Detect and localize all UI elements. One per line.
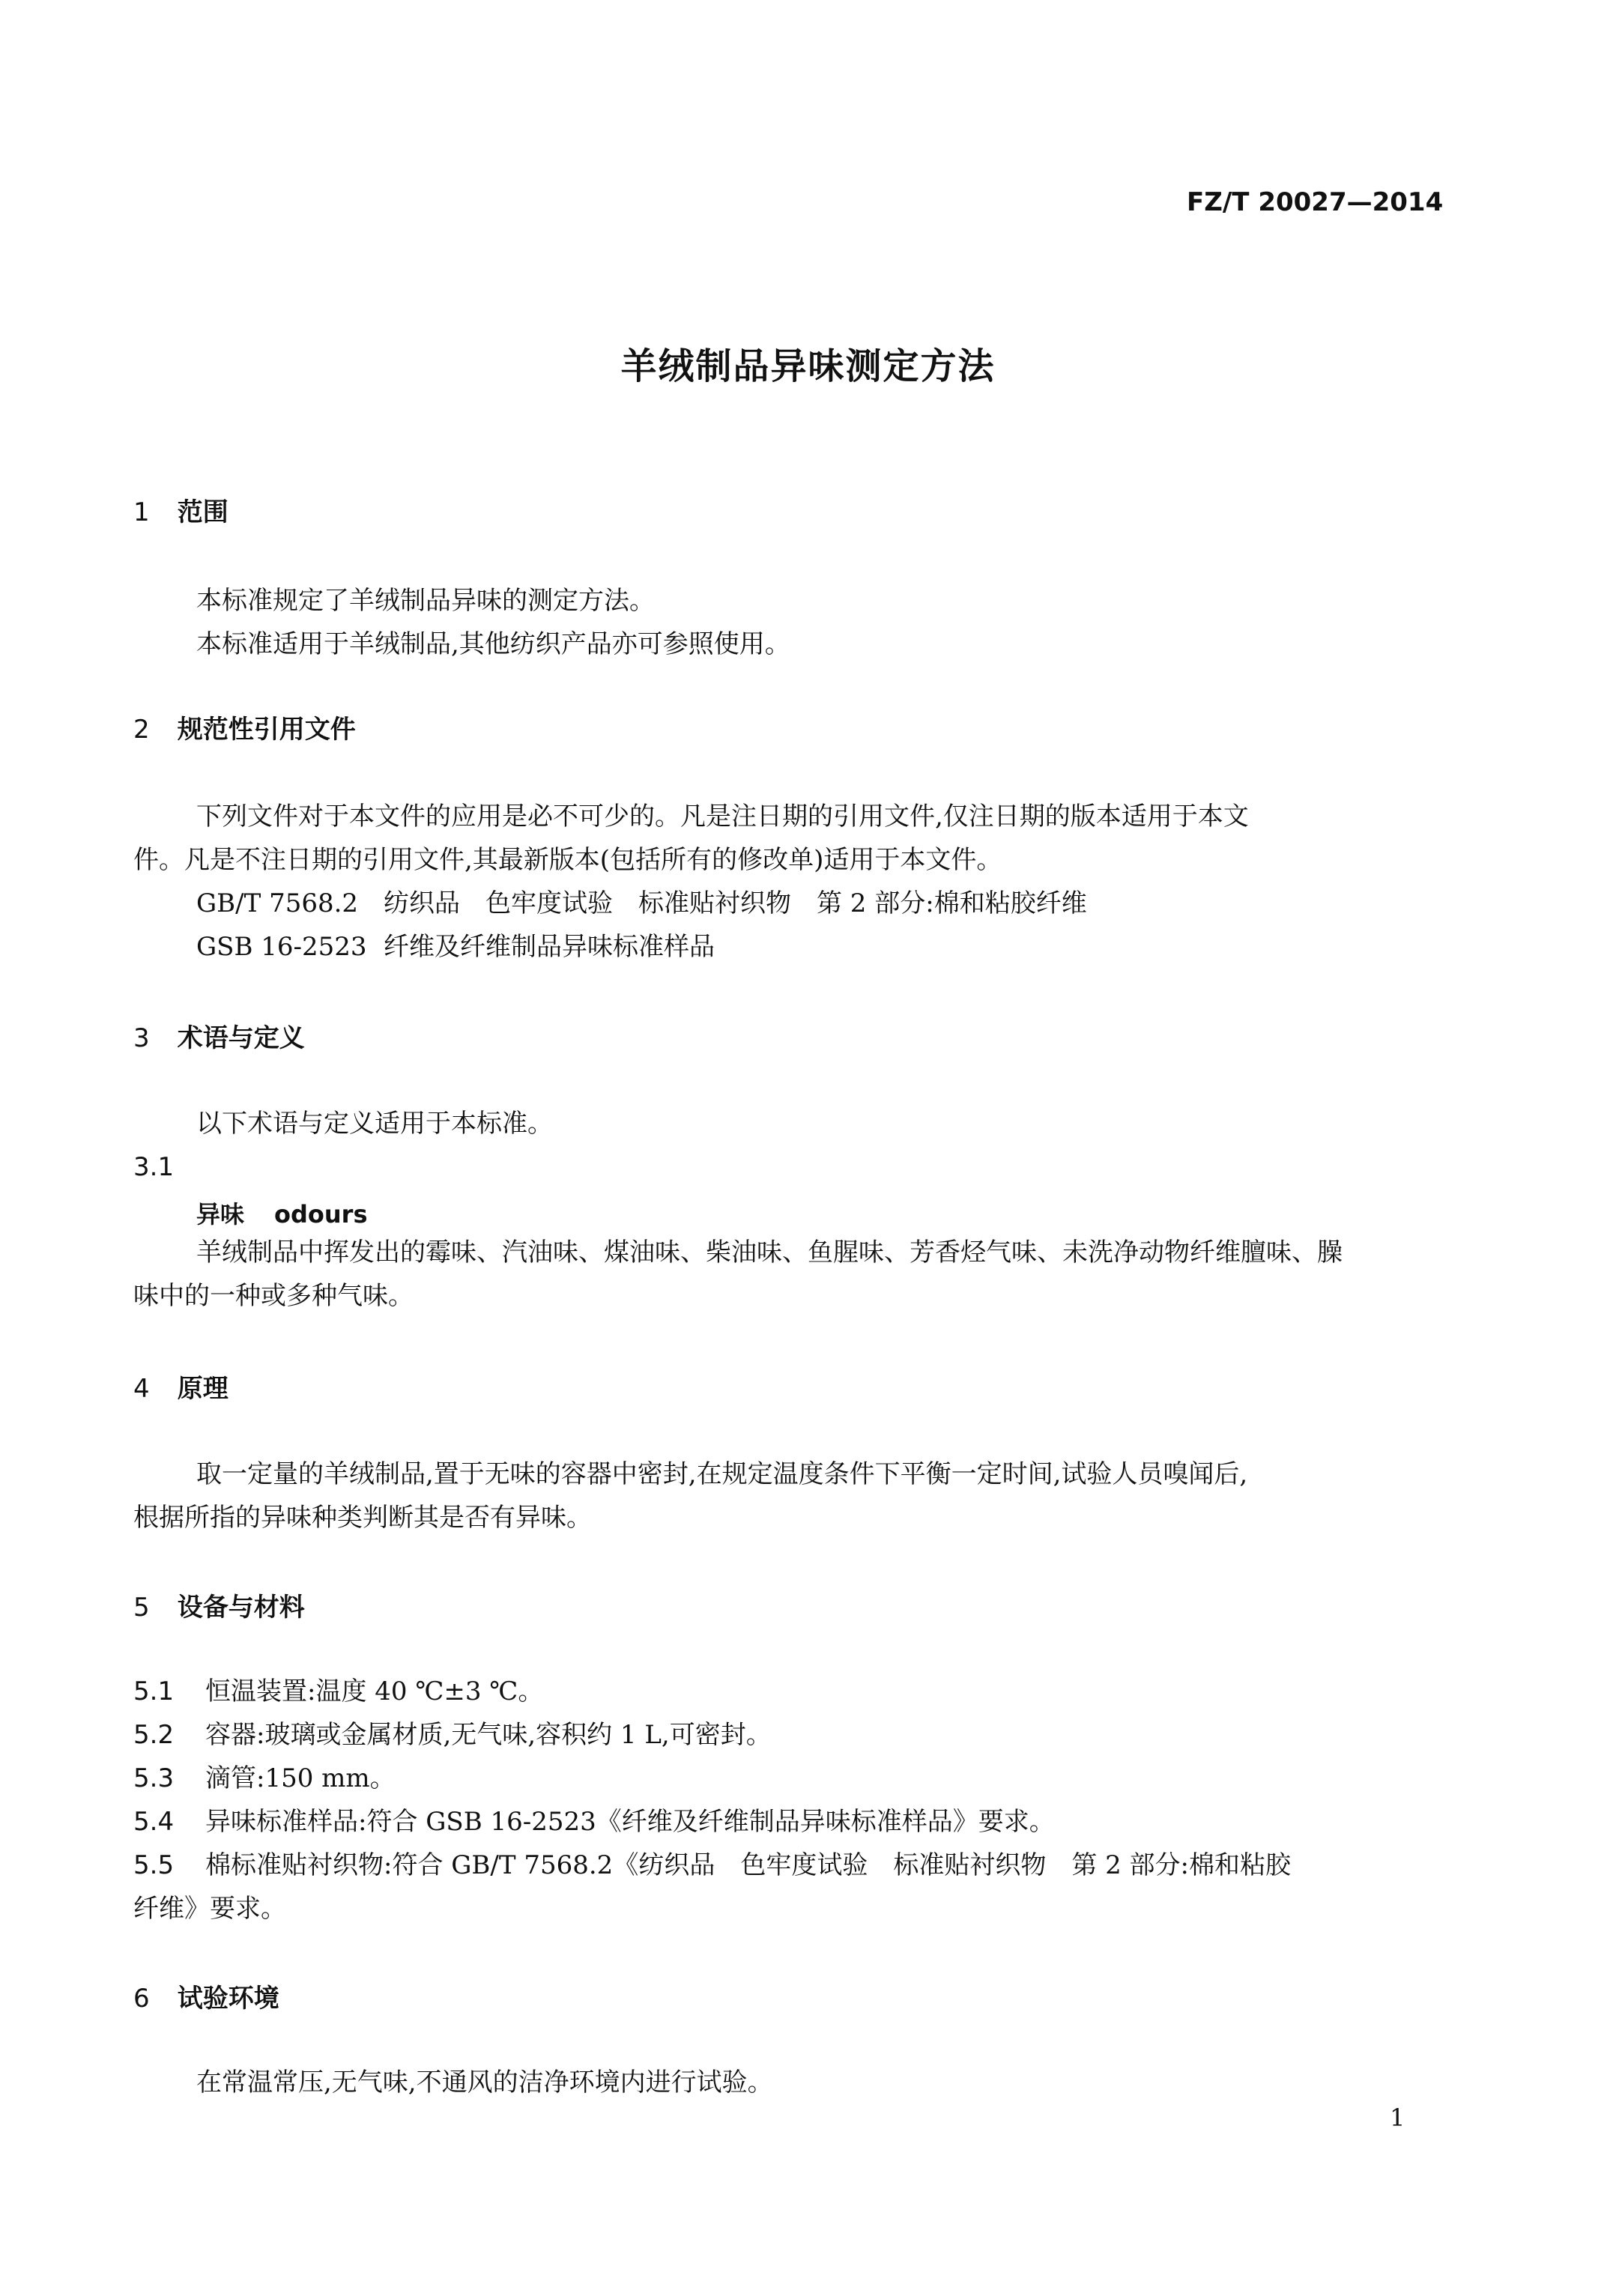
paragraph: 本标准适用于羊绒制品,其他纺织产品亦可参照使用。 (196, 629, 790, 659)
definition-text: 味中的一种或多种气味。 (133, 1281, 414, 1311)
paragraph: 在常温常压,无气味,不通风的洁净环境内进行试验。 (196, 2068, 773, 2097)
paragraph: 根据所指的异味种类判断其是否有异味。 (133, 1503, 592, 1533)
section-number: 3 (133, 1023, 150, 1053)
section-title: 试验环境 (177, 1984, 279, 2014)
clause-number: 5.2 (133, 1720, 175, 1750)
paragraph: 下列文件对于本文件的应用是必不可少的。凡是注日期的引用文件,仅注日期的版本适用于本文 (196, 802, 1249, 832)
paragraph: 取一定量的羊绒制品,置于无味的容器中密封,在规定温度条件下平衡一定时间,试验人员嗅闻后, (196, 1459, 1248, 1489)
section-number: 2 (133, 715, 150, 745)
section-title: 原理 (177, 1374, 229, 1404)
term-english: odours (274, 1200, 368, 1229)
definition-text: 羊绒制品中挥发出的霉味、汽油味、煤油味、柴油味、鱼腥味、芳香烃气味、未洗净动物纤维膻味、臊 (196, 1238, 1343, 1267)
section-title: 规范性引用文件 (177, 715, 356, 745)
clause-item (133, 1669, 543, 1714)
reference-code: GB/T 7568.2 (196, 888, 359, 918)
section-number: 5 (133, 1593, 150, 1623)
clause-number: 5.4 (133, 1807, 175, 1837)
reference-item (196, 924, 715, 969)
section-title: 范围 (177, 497, 229, 527)
section-2-heading (133, 709, 356, 745)
clause-number: 3.1 (133, 1152, 175, 1182)
clause-text: 异味标准样品:符合 GSB 16-2523《纤维及纤维制品异味标准样品》要求。 (205, 1807, 1055, 1837)
section-number: 4 (133, 1374, 150, 1404)
reference-title: 纺织品 色牢度试验 标准贴衬织物 第 2 部分:棉和粘胶纤维 (384, 888, 1087, 918)
paragraph: 本标准规定了羊绒制品异味的测定方法。 (196, 586, 655, 616)
clause-item (133, 1799, 1055, 1844)
section-title: 术语与定义 (177, 1023, 305, 1053)
reference-item (196, 881, 1087, 926)
paragraph: 以下术语与定义适用于本标准。 (196, 1109, 553, 1139)
section-number: 1 (133, 497, 150, 527)
clause-text-continued: 纤维》要求。 (133, 1894, 286, 1924)
page-number: 1 (1390, 2103, 1405, 2132)
term-entry (196, 1196, 368, 1230)
section-5-heading (133, 1587, 305, 1623)
clause-text: 棉标准贴衬织物:符合 GB/T 7568.2《纺织品 色牢度试验 标准贴衬织物 第 2 部分:棉和粘胶 (205, 1850, 1292, 1880)
reference-title: 纤维及纤维制品异味标准样品 (384, 932, 715, 962)
clause-text: 滴管:150 mm。 (205, 1763, 396, 1793)
section-6-heading (133, 1978, 279, 2014)
clause-number: 5.3 (133, 1763, 175, 1793)
clause-text: 恒温装置:温度 40 ℃±3 ℃。 (205, 1676, 544, 1706)
clause-text: 容器:玻璃或金属材质,无气味,容积约 1 L,可密封。 (205, 1720, 772, 1750)
clause-number: 5.1 (133, 1676, 175, 1706)
standard-code: FZ/T 20027—2014 (1187, 187, 1444, 217)
section-title: 设备与材料 (177, 1593, 305, 1623)
clause-item (133, 1756, 396, 1801)
page-title: 羊绒制品异味测定方法 (620, 345, 996, 387)
section-3-heading (133, 1017, 305, 1054)
clause-item (133, 1843, 1291, 1888)
section-number: 6 (133, 1984, 150, 2014)
reference-code: GSB 16-2523 (196, 932, 367, 962)
clause-item (133, 1712, 772, 1757)
term-chinese: 异味 (196, 1200, 245, 1229)
section-1-heading (133, 491, 229, 528)
section-4-heading (133, 1368, 229, 1405)
paragraph: 件。凡是不注日期的引用文件,其最新版本(包括所有的修改单)适用于本文件。 (133, 845, 1002, 875)
clause-number: 5.5 (133, 1850, 175, 1880)
